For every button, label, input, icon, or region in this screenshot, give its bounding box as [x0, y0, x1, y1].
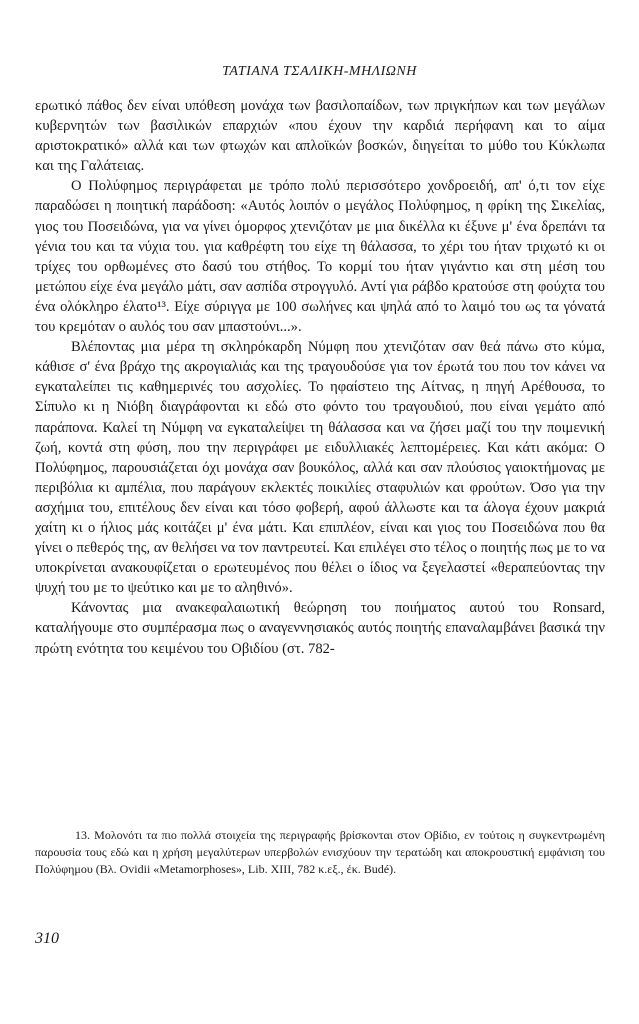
footnote: 13. Μολονότι τα πιο πολλά στοιχεία της περιγραφής βρίσκονται στον Οβίδιο, εν τούτοις η συγκεντρωμένη παρουσία τους εδώ και η χρήση μεγαλύτερων υπερβολών ενισχύουν την τερατώδη και αποκρουστική εμφάνιση του Πολύφημου (Βλ. Ovidii «Metamorphoses», Lib. XIII, 782 κ.εξ., έκ. Budé). [35, 828, 605, 876]
paragraph: ερωτικό πάθος δεν είναι υπόθεση μονάχα των βασιλοπαίδων, των πριγκήπων και των μεγάλων κυβερνητών των βασιλικών επαρχιών «που έχουν την καρδιά περήφανη και το αίμα αριστοκρατικό» αλλά και των φτωχών και απλοϊκών βοσκών, διηγείται το μύθο του Κύκλωπα και της Γαλάτειας. [35, 98, 605, 175]
running-head: ΤΑΤΙΑΝΑ ΤΣΑΛΙΚΗ-ΜΗΛΙΩΝΗ [222, 64, 417, 79]
body-text [35, 96, 605, 659]
page-number: 310 [35, 930, 59, 947]
paragraph: Κάνοντας μια ανακεφαλαιωτική θεώρηση του ποιήματος αυτού του Ronsard, καταλήγουμε στο συμπέρασμα πως ο αναγεννησιακός αυτός ποιητής επαναλαμβάνει βασικά την πρώτη ενότητα του κειμένου του Οβιδίου (στ. 782- [35, 600, 605, 657]
paragraph: Ο Πολύφημος περιγράφεται με τρόπο πολύ περισσότερο χονδροειδή, απ' ό,τι τον είχε παραδώσει η ποιητική παράδοση: «Αυτός λοιπόν ο μεγάλος Πολύφημος, η φρίκη της Σικελίας, γιος του Ποσειδώνα, για να γίνει όμορφος χτενιζόταν με μια δικέλλα κι έξυνε μ' ένα δρεπάνι τα γένια του και τα νύχια του. για καθρέφτη του είχε τη θάλασσα, το χέρι του ήταν τριχωτό κι οι τρίχες του ορθωμένες στο δασύ του στήθος. Το κορμί του ήταν γιγάντιο και στη μέση του μετώπου είχε ένα μεγάλο μάτι, σαν ασπίδα στρογγυλό. Αντί για ράβδο κρατούσε στη φούχτα του ένα ολόκληρο έλατο¹³. Είχε σύριγγα με 100 σωλήνες και ψηλά από το λαιμό του ως τα γόνατά του κρεμόταν ο αυλός του σαν μπαστούνι...». [35, 178, 605, 336]
paragraph: Βλέποντας μια μέρα τη σκληρόκαρδη Νύμφη που χτενιζόταν σαν θεά πάνω στο κύμα, κάθισε σ' ένα βράχο της ακρογιαλιάς και της τραγουδούσε για τον έρωτά του που τον κάνει να εγκαταλείπει τις καθημερινές του ασχολίες. Το ηφαίστειο της Αίτνας, η πηγή Αρέθουσα, το Σίπυλο κι η Νιόβη διαγράφονται κι εδώ στο φόντο του τραγουδιού, που είναι γεμάτο από παράπονα. Καλεί τη Νύμφη να εγκαταλείψει τη θάλασσα και να ζήσει μαζί του την ποιμενική ζωή, κοντά στη φύση, που την περιγράφει με ειδυλλιακές λεπτομέρειες. Και κάτι ακόμα: Ο Πολύφημος, παρουσιάζεται όχι μονάχα σαν βουκόλος, αλλά και σαν πλούσιος γαιοκτήμονας με περιβόλια κι αμπέλια, που παράγουν εκλεκτές ποικιλίες σταφυλιών και φρούτων. Όσο για την ασχήμια του, επιτέλους δεν είναι και τόσο φοβερή, αφού άλλωστε και τα άλογα έχουν μακριά χαίτη κι ο ήλιος μάς κοιτάζει μ' ένα μάτι. Και επιπλέον, είναι και γιος του Ποσειδώνα που θα γίνει ο πεθερός της, αν θελήσει να τον παντρευτεί. Και επιλέγει στο τέλος ο ποιητής πως με το να υποκρίνεται ανακουφίζεται ο ερωτευμένος που θέλει ο ίδιος να ξεγελαστεί «θεραπεύοντας την ψυχή του με το ψεύτικο και με το αληθινό». [35, 339, 605, 597]
